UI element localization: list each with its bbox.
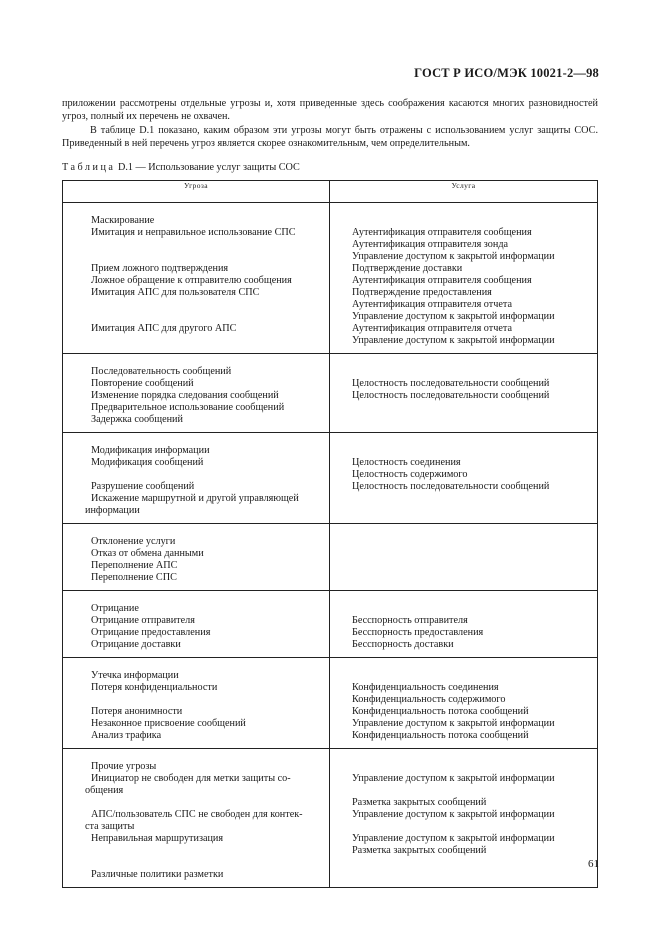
threat-line [63, 845, 323, 857]
service-cell [330, 658, 598, 749]
table-row [63, 524, 598, 591]
service-line: Аутентификация отправителя сообщения [352, 227, 532, 238]
service-line [330, 366, 591, 378]
threat-cell [63, 658, 330, 749]
threat-line: Модификация информации [91, 445, 210, 456]
service-cell [330, 203, 598, 354]
threats-services-table [62, 180, 598, 888]
threat-line [63, 335, 323, 347]
service-line: Управление доступом к закрытой информации [352, 251, 555, 262]
threat-line: Переполнение АПС [91, 560, 178, 571]
threat-cell [63, 354, 330, 433]
threat-line [63, 797, 323, 809]
service-line: Управление доступом к закрытой информации [352, 718, 555, 729]
service-line [330, 857, 591, 869]
threat-line: Отклонение услуги [91, 536, 176, 547]
threat-line: информации [85, 505, 140, 516]
service-line: Управление доступом к закрытой информации [352, 335, 555, 346]
service-line: Конфиденциальность содержимого [352, 694, 506, 705]
table-row [63, 354, 598, 433]
threat-line: Прием ложного подтверждения [91, 263, 229, 274]
threat-line: Задержка сообщений [91, 414, 183, 425]
service-line [330, 536, 591, 548]
threat-line: Изменение порядка следования сообщений [91, 390, 279, 401]
service-line: Целостность содержимого [352, 469, 468, 480]
threat-line: Отрицание предоставления [91, 627, 211, 638]
table-caption-label: Таблица [62, 162, 116, 173]
threat-line: Различные политики разметки [91, 869, 224, 880]
threat-line [63, 251, 323, 263]
service-line: Конфиденциальность потока сообщений [352, 706, 529, 717]
table-row [63, 591, 598, 658]
table-row [63, 203, 598, 354]
threat-line: Отрицание доставки [91, 639, 181, 650]
threat-line [63, 469, 323, 481]
threat-cell [63, 203, 330, 354]
table-caption-title: D.1 — Использование услуг защиты СОС [117, 162, 300, 173]
service-cell [330, 749, 598, 888]
table-caption [62, 162, 300, 173]
column-header-service: Услуга [330, 181, 598, 203]
service-line [330, 402, 591, 414]
service-line [330, 572, 591, 584]
service-cell [330, 591, 598, 658]
service-line: Целостность соединения [352, 457, 461, 468]
threat-line: Неправильная маршрутизация [91, 833, 224, 844]
threat-line: Потеря конфиденциальности [91, 682, 218, 693]
service-line [330, 785, 591, 797]
threat-cell [63, 524, 330, 591]
threat-line: Последовательность сообщений [91, 366, 232, 377]
threat-line [63, 239, 323, 251]
service-line: Аутентификация отправителя зонда [352, 239, 509, 250]
service-line: Целостность последовательности сообщений [352, 481, 550, 492]
threat-line: Утечка информации [91, 670, 179, 681]
service-line: Аутентификация отправителя отчета [352, 323, 512, 334]
threat-line: Отрицание [91, 603, 139, 614]
service-cell [330, 433, 598, 524]
intro-paragraph-1: приложении рассмотрены отдельные угрозы и, хотя приведенные здесь соображения касаются многих разновидностей угроз, полный их перечень не охвачен. [62, 98, 598, 123]
service-line [330, 869, 591, 881]
service-line [330, 821, 591, 833]
service-line: Целостность последовательности сообщений [352, 378, 550, 389]
service-line: Бесспорность отправителя [352, 615, 468, 626]
service-line: Бесспорность предоставления [352, 627, 484, 638]
threat-line [63, 311, 323, 323]
threat-line: Предварительное использование сообщений [91, 402, 285, 413]
threat-line: Имитация и неправильное использование СПС [91, 227, 296, 238]
threat-cell [63, 749, 330, 888]
threat-line: Маскирование [91, 215, 155, 226]
service-cell [330, 524, 598, 591]
service-line [330, 603, 591, 615]
standard-header: ГОСТ Р ИСО/МЭК 10021-2—98 [414, 66, 599, 80]
threat-line: Отказ от обмена данными [91, 548, 204, 559]
threat-line: Инициатор не свободен для метки защиты со- [91, 773, 291, 784]
threat-line: общения [85, 785, 124, 796]
threat-line: Модификация сообщений [91, 457, 204, 468]
table-row [63, 749, 598, 888]
page-number: 61 [588, 858, 599, 870]
service-line [330, 548, 591, 560]
threat-cell [63, 591, 330, 658]
service-line [330, 414, 591, 426]
threat-line: Отрицание отправителя [91, 615, 195, 626]
threat-line: Переполнение СПС [91, 572, 177, 583]
service-line [330, 560, 591, 572]
threat-line: Потеря анонимности [91, 706, 183, 717]
service-line: Аутентификация отправителя сообщения [352, 275, 532, 286]
service-line [330, 215, 591, 227]
service-line: Подтверждение предоставления [352, 287, 492, 298]
service-line: Управление доступом к закрытой информации [352, 773, 555, 784]
service-line: Бесспорность доставки [352, 639, 454, 650]
service-line: Целостность последовательности сообщений [352, 390, 550, 401]
service-line [330, 505, 591, 517]
service-line: Разметка закрытых сообщений [352, 845, 487, 856]
service-line: Конфиденциальность потока сообщений [352, 730, 529, 741]
service-line: Управление доступом к закрытой информации [352, 833, 555, 844]
service-line: Управление доступом к закрытой информации [352, 809, 555, 820]
table-row [63, 433, 598, 524]
threat-line: ста защиты [85, 821, 135, 832]
service-line [330, 761, 591, 773]
threat-line: Имитация АПС для другого АПС [91, 323, 237, 334]
service-line: Подтверждение доставки [352, 263, 463, 274]
service-cell [330, 354, 598, 433]
threat-line [63, 694, 323, 706]
threat-line: Разрушение сообщений [91, 481, 195, 492]
service-line [330, 445, 591, 457]
service-line: Аутентификация отправителя отчета [352, 299, 512, 310]
column-header-threat: Угроза [63, 181, 330, 203]
threat-line: Прочие угрозы [91, 761, 157, 772]
table-header-row [63, 181, 598, 203]
threat-cell [63, 433, 330, 524]
service-line [330, 670, 591, 682]
threat-line: Незаконное присвоение сообщений [91, 718, 246, 729]
threat-line: Повторение сообщений [91, 378, 194, 389]
threat-line: Искажение маршрутной и другой управляющей [91, 493, 299, 504]
threat-line: Ложное обращение к отправителю сообщения [91, 275, 292, 286]
service-line: Разметка закрытых сообщений [352, 797, 487, 808]
service-line: Управление доступом к закрытой информации [352, 311, 555, 322]
threat-line [63, 857, 323, 869]
threat-line [63, 299, 323, 311]
table-row [63, 658, 598, 749]
threat-line: Имитация АПС для пользователя СПС [91, 287, 260, 298]
threat-line: АПС/пользователь СПС не свободен для контек- [91, 809, 303, 820]
service-line: Конфиденциальность соединения [352, 682, 499, 693]
threat-line: Анализ трафика [91, 730, 162, 741]
intro-paragraph-2: В таблице D.1 показано, каким образом эти угрозы могут быть отражены с использованием услуг защиты СОС. Приведенный в ней перечень угроз является скорее ознакомительным, чем определительным. [62, 125, 598, 150]
service-line [330, 493, 591, 505]
